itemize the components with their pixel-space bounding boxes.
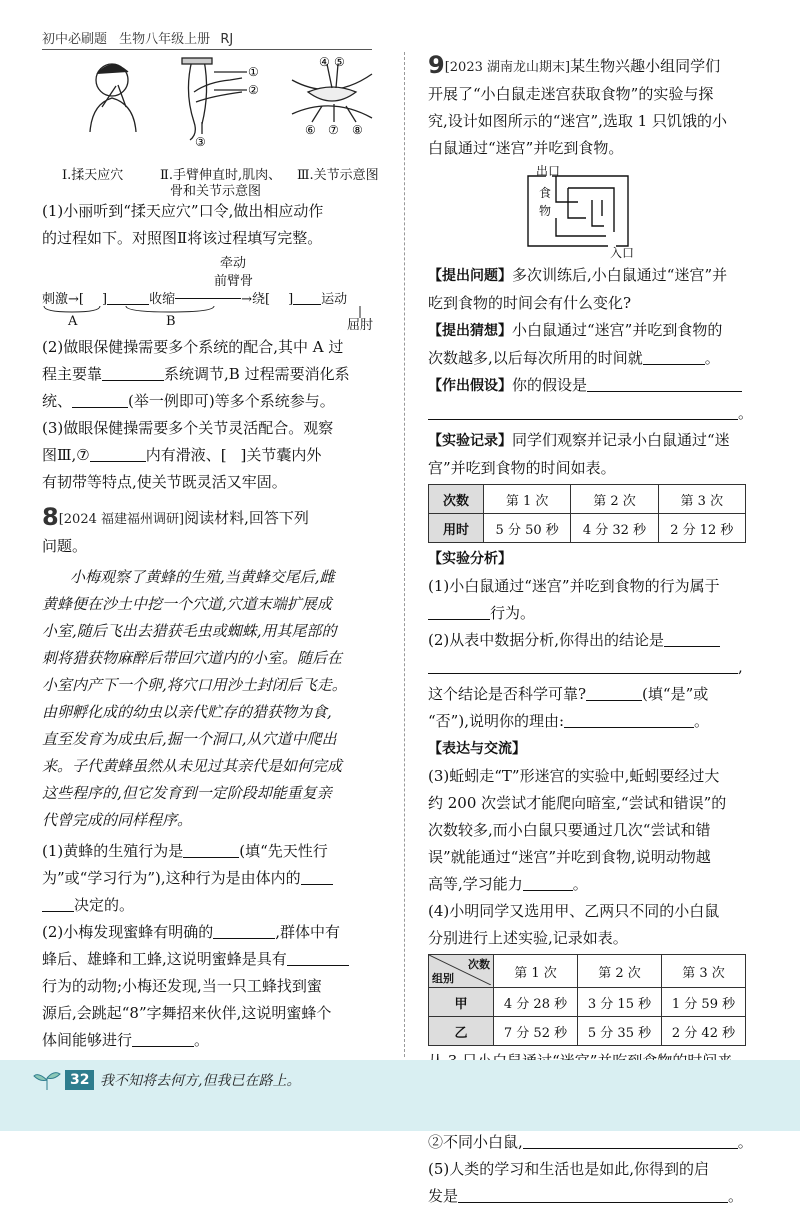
blank-9-2b[interactable] (428, 657, 738, 674)
express-tag-line (428, 735, 773, 763)
table-row: 甲 4 分 28 秒 3 分 15 秒 1 分 59 秒 (429, 988, 746, 1017)
caption-1: Ⅰ.揉天应穴 (62, 168, 124, 183)
q8-2-line1: (2)小梅发现蜜蜂有明确的 ,群体中有 (42, 923, 341, 941)
q9-intro-2: 开展了“小白鼠走迷宫获取食物”的实验与探 (428, 85, 714, 103)
rec-line2: 宫”并吃到食物的时间如表。 (428, 459, 616, 477)
ask-line2: 吃到食物的时间会有什么变化? (428, 294, 632, 312)
flow-lb2: [ (265, 292, 271, 307)
caption-2a: Ⅱ.手臂伸直时,肌肉、 (160, 168, 282, 183)
label-4: ④ (319, 55, 330, 69)
label-8: ⑧ (352, 123, 363, 137)
table-row: 用时 5 分 50 秒 4 分 32 秒 2 分 12 秒 (429, 514, 746, 543)
tag-express: 【表达与交流】 (428, 741, 526, 757)
blank-9-2a[interactable] (664, 630, 720, 647)
q9-intro-3: 究,设计如图所示的“迷宫”,选取 1 只饥饿的小 (428, 112, 727, 130)
table-2-header: 次数 组别 第 1 次 第 2 次 第 3 次 (429, 955, 746, 988)
blank-9-hyp-b[interactable] (428, 403, 738, 420)
a4-line1: (4)小明同学又选用甲、乙两只不同的小白鼠 (428, 902, 720, 920)
tag-hypothesis: 【作出假设】 (428, 378, 512, 394)
ask-line1: 【提出问题】多次训练后,小白鼠通过“迷宫”并 (428, 262, 773, 290)
q9-intro-4: 白鼠通过“迷宫”并吃到食物。 (428, 139, 624, 157)
figure-2-arm (182, 58, 247, 140)
blank-flow-2[interactable] (293, 288, 321, 305)
maze-walls (428, 162, 773, 262)
a2-line3: 这个结论是否科学可靠? (填“是”或 (428, 685, 709, 703)
tag-ask: 【提出问题】 (428, 268, 512, 284)
flow-move: 运动 (321, 292, 348, 307)
blank-7-2a[interactable] (102, 364, 164, 381)
book-title: 初中必刷题 (42, 32, 108, 47)
blank-9-2d[interactable] (564, 711, 694, 728)
q7-2-line3: 统、 (举一例即可)等多个系统参与。 (42, 392, 335, 410)
q8-2-line4: 源后,会跳起“8”字舞招来伙伴,这说明蜜蜂个 (42, 1004, 332, 1022)
table-row: 乙 7 分 52 秒 5 分 35 秒 2 分 42 秒 (429, 1017, 746, 1046)
analysis-tag-line (428, 545, 773, 573)
flow-braces (42, 304, 392, 324)
maze-food-1: 食 (539, 186, 552, 200)
flow-A: A (68, 314, 78, 329)
a3-line3: 次数较多,而小白鼠只要通过几次“尝试和错 (428, 821, 711, 839)
guess-line1: 【提出猜想】小白鼠通过“迷宫”并吃到食物的 (428, 317, 773, 345)
q8-source: [2024 福建福州调研] (58, 512, 185, 527)
q8-header: 8[2024 福建福州调研]阅读材料,回答下列 (42, 503, 309, 531)
label-6: ⑥ (305, 123, 316, 137)
caption-3: Ⅲ.关节示意图 (297, 168, 379, 183)
subject: 生物八年级上册 (119, 32, 211, 47)
blank-8-1a[interactable] (183, 841, 239, 858)
q9-number: 9 (428, 51, 445, 79)
flow-around: 绕 (252, 292, 266, 307)
blank-8-2a[interactable] (213, 922, 275, 939)
blank-9-5[interactable] (458, 1186, 728, 1203)
q8-number: 8 (42, 503, 59, 531)
blank-8-1c[interactable] (42, 895, 74, 912)
page-header (42, 28, 372, 50)
a5-line1: (5)人类的学习和生活也是如此,你得到的启 (428, 1160, 710, 1178)
q8-2-line3: 行为的动物;小梅还发现,当一只工蜂找到蜜 (42, 977, 322, 995)
label-2: ② (248, 83, 259, 97)
blank-flow-1[interactable] (107, 288, 149, 305)
hyp-line1: 【作出假设】你的假设是 (428, 372, 773, 400)
footer-motto: 我不知将去何方,但我已在路上。 (100, 1073, 301, 1089)
blank-9-1[interactable] (428, 603, 490, 620)
q8-1-line3: 决定的。 (42, 892, 392, 919)
maze-entry: 入口 (610, 246, 635, 260)
label-3: ③ (195, 135, 206, 149)
header-rule (42, 49, 372, 50)
guess-line2: 次数越多,以后每次所用的时间就 。 (428, 349, 720, 367)
blank-7-2b[interactable] (72, 391, 128, 408)
flow-rb2: ] (288, 292, 294, 307)
edition: RJ (220, 32, 234, 47)
a2-line1: (2)从表中数据分析,你得出的结论是 (428, 627, 773, 654)
a3-line1: (3)蚯蚓走“T”形迷宫的实验中,蚯蚓要经过大 (428, 767, 720, 785)
q8-reading: 小梅观察了黄蜂的生殖,当黄蜂交尾后,雌 黄蜂便在沙土中挖一个穴道,穴道末端扩展成 小室,随后飞出去猎获毛虫或蜘蛛,用其尾部的 刺将猎获物麻醉后带回穴道内的小室。随后在 小室内产下一个卵,将穴口用沙土封闭后飞走。 由卵孵化成的幼虫以亲代贮存的猎获物为食, 直至发育为成虫后,掘一个洞口,从穴道中爬出 来。子代黄蜂虽然从未见过其亲代是如何完成 这些程序的,但它发育到一定阶段却能重复亲 代曾完成的同样程序。 (42, 568, 347, 829)
a5-line2: 发是 。 (428, 1187, 744, 1205)
flow-lb1: [ (78, 292, 84, 307)
figure-1-eye-massage (90, 64, 136, 132)
tag-analysis: 【实验分析】 (428, 551, 512, 567)
table-1-header: 次数 第 1 次 第 2 次 第 3 次 (429, 485, 746, 514)
table-1 (428, 484, 746, 543)
tag-guess: 【提出猜想】 (428, 323, 512, 339)
a1-line2: 行为。 (428, 600, 773, 627)
q9-source: [2023 湖南龙山期末] (444, 60, 571, 75)
left-column (42, 52, 392, 1054)
label-1: ① (248, 65, 259, 79)
hyp-line2: 。 (428, 400, 773, 427)
q8-2-line5: 体间能够进行 。 (42, 1031, 210, 1049)
a1-line1: (1)小白鼠通过“迷宫”并吃到食物的行为属于 (428, 577, 720, 595)
table-2-corner: 次数 组别 (429, 955, 494, 988)
tag-record: 【实验记录】 (428, 433, 512, 449)
q7-1-line2: 的过程如下。对照图Ⅱ将该过程填写完整。 (42, 229, 323, 247)
flow-diagram: 牵动 前臂骨 刺激→[ ] 收缩 →绕[ ] 运动 A B 屈肘 (42, 252, 392, 330)
q7-2-line1: (2)做眼保健操需要多个系统的配合,其中 A 过 (42, 338, 344, 356)
q8-2-line2: 蜂后、雄蜂和工蜂,这说明蜜蜂是具有 (42, 946, 392, 973)
a4b-line4: ②不同小白鼠, 。 (428, 1133, 753, 1151)
q7-3-line3: 有韧带等特点,使关节既灵活又牢固。 (42, 473, 287, 491)
maze-food-2: 物 (539, 204, 552, 218)
a3-line2: 约 200 次尝试才能爬向暗室,“尝试和错误”的 (428, 794, 727, 812)
caption-2b: 骨和关节示意图 (170, 184, 262, 199)
q8-intro2: 问题。 (42, 537, 88, 555)
q7-2-line2: 程主要靠 系统调节,B 过程需要消化系 (42, 365, 350, 383)
right-column (428, 52, 773, 1210)
figure-3-joint (292, 64, 372, 122)
table-2 (428, 954, 746, 1046)
blank-9-guess[interactable] (643, 348, 705, 365)
q8-1-line2: 为”或“学习行为”),这种行为是由体内的 (42, 865, 392, 892)
q7-3-line1: (3)做眼保健操需要多个关节灵活配合。观察 (42, 419, 334, 437)
label-7: ⑦ (328, 123, 339, 137)
page-number: 32 (65, 1070, 94, 1090)
maze-exit: 出口 (536, 164, 561, 178)
rec-line1: 【实验记录】同学们观察并记录小白鼠通过“迷 (428, 427, 773, 455)
blank-8-2c[interactable] (132, 1030, 194, 1047)
q8-1-line1: (1)黄蜂的生殖行为是 (填“先天性行 (42, 842, 328, 860)
figure-captions (42, 164, 392, 198)
sprout-icon (32, 1068, 62, 1092)
flow-rb1: ] (102, 292, 108, 307)
maze-figure (428, 162, 773, 262)
flow-stimulus: 刺激 (42, 292, 69, 307)
a4-line2: 分别进行上述实验,记录如表。 (428, 929, 628, 947)
flow-flex: 屈肘 (347, 318, 374, 333)
flow-pull2: 前臂骨 (214, 274, 254, 289)
flow-pull1: 牵动 (220, 256, 247, 271)
blank-9-3[interactable] (523, 874, 573, 891)
a2-line4: “否”),说明你的理由: 。 (428, 712, 710, 730)
blank-9-4c[interactable] (523, 1132, 738, 1149)
blank-8-2b[interactable] (287, 949, 349, 966)
blank-8-1b[interactable] (301, 868, 333, 885)
a2-line2: , (428, 654, 773, 681)
page-footer (0, 1060, 800, 1131)
q7-3-line2: 图Ⅲ,⑦ 内有滑液、[ ]关节囊内外 (42, 446, 322, 464)
figures (42, 52, 392, 164)
column-divider (404, 52, 405, 1057)
blank-9-hyp-a[interactable] (587, 375, 742, 392)
a3-line4: 误”就能通过“迷宫”并吃到食物,说明动物越 (428, 848, 711, 866)
flow-contract: 收缩 (149, 292, 176, 307)
q9-header: 9[2023 湖南龙山期末]某生物兴趣小组同学们 (428, 51, 721, 79)
label-5: ⑤ (334, 55, 345, 69)
a3-line5: 高等,学习能力 。 (428, 875, 588, 893)
blank-7-3a[interactable] (90, 445, 146, 462)
q7-1-line1: (1)小丽听到“揉天应穴”口令,做出相应动作 (42, 202, 324, 220)
blank-9-2c[interactable] (586, 684, 642, 701)
flow-B: B (166, 314, 176, 329)
